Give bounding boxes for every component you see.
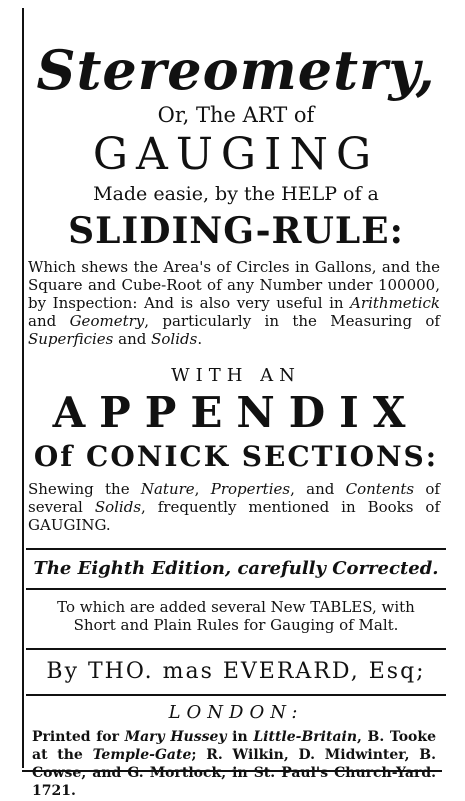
app-text-1: Shewing the (28, 480, 141, 498)
author-line: By THO. mas EVERARD, Esq; (46, 659, 426, 684)
app-text-2: of several (28, 480, 440, 516)
edition-line: The Eighth Edition, carefully Corrected. (33, 558, 439, 579)
divider-rule-3 (26, 648, 446, 650)
printer-imprint (32, 728, 436, 800)
app-text-3: , frequently mentioned in Books of GAUGING. (28, 498, 440, 534)
made-easie-line: Made easie, by the HELP of a (93, 183, 379, 205)
imprint-b-cowse: , B. Cowse (32, 747, 436, 781)
gauging-heading: GAUGING (92, 129, 380, 180)
app-contents: Contents (345, 480, 415, 498)
imprint-temple-gate: Temple-Gate (92, 747, 192, 763)
desc-geometry: Geometry (69, 312, 145, 330)
desc-end: . (197, 330, 203, 348)
additions-note: To which are added several New TABLES, with Short and Plain Rules for Gauging of Malt. (57, 598, 415, 634)
desc-superficies: Superficies (28, 330, 114, 348)
imprint-and-g: , and G. Mortlock (81, 765, 222, 781)
divider-rule-1 (26, 548, 446, 550)
desc-and: and (28, 312, 70, 330)
conick-sections-heading: Of CONICK SECTIONS: (33, 440, 439, 473)
description-paragraph (28, 258, 440, 348)
app-properties: Properties (210, 480, 291, 498)
app-solids: Solids (94, 498, 142, 516)
imprint-year: 1721. (32, 783, 76, 799)
divider-rule-2 (26, 588, 446, 590)
left-border-rule (22, 8, 24, 768)
subtitle: Or, The ART of (157, 103, 315, 127)
desc-arithmetick: Arithmetick (350, 294, 440, 312)
appendix-description (28, 480, 440, 534)
divider-rule-4 (26, 694, 446, 696)
imprint-little-britain: Little-Britain (253, 729, 358, 745)
imprint-d-midwinter: , D. Midwinter (283, 747, 405, 763)
desc-solids: Solids (151, 330, 198, 348)
app-and: , and (290, 480, 346, 498)
imprint-b-tooke: , B. Tooke (357, 729, 436, 745)
imprint-mary-hussey: Mary Hussey (124, 729, 227, 745)
title-page-content (26, 10, 446, 800)
desc-and-2: and (113, 330, 152, 348)
with-an-line: WITH AN (171, 365, 301, 386)
imprint-r-wilkin: ; R. Wilkin (191, 747, 284, 763)
app-nature: Nature (140, 480, 195, 498)
desc-text-1: Which shews the Area's of Circles in Gallons, and the Square and Cube-Root of any Number under 100000, by Inspection: And is also very useful in (28, 258, 440, 312)
app-comma: , (194, 480, 211, 498)
imprint-at-the: at the (32, 747, 93, 763)
imprint-in: in (226, 729, 254, 745)
book-title: Stereometry, (36, 38, 436, 102)
desc-text-2: , particularly in the Measuring of (144, 312, 440, 330)
imprint-printed-for: Printed for (32, 729, 125, 745)
london-imprint: LONDON: (168, 702, 304, 723)
imprint-st-pauls: , in St. Paul's Church-Yard. (221, 765, 436, 781)
sliding-rule-heading: SLIDING-RULE: (68, 210, 404, 252)
appendix-heading: APPENDIX (52, 388, 420, 437)
